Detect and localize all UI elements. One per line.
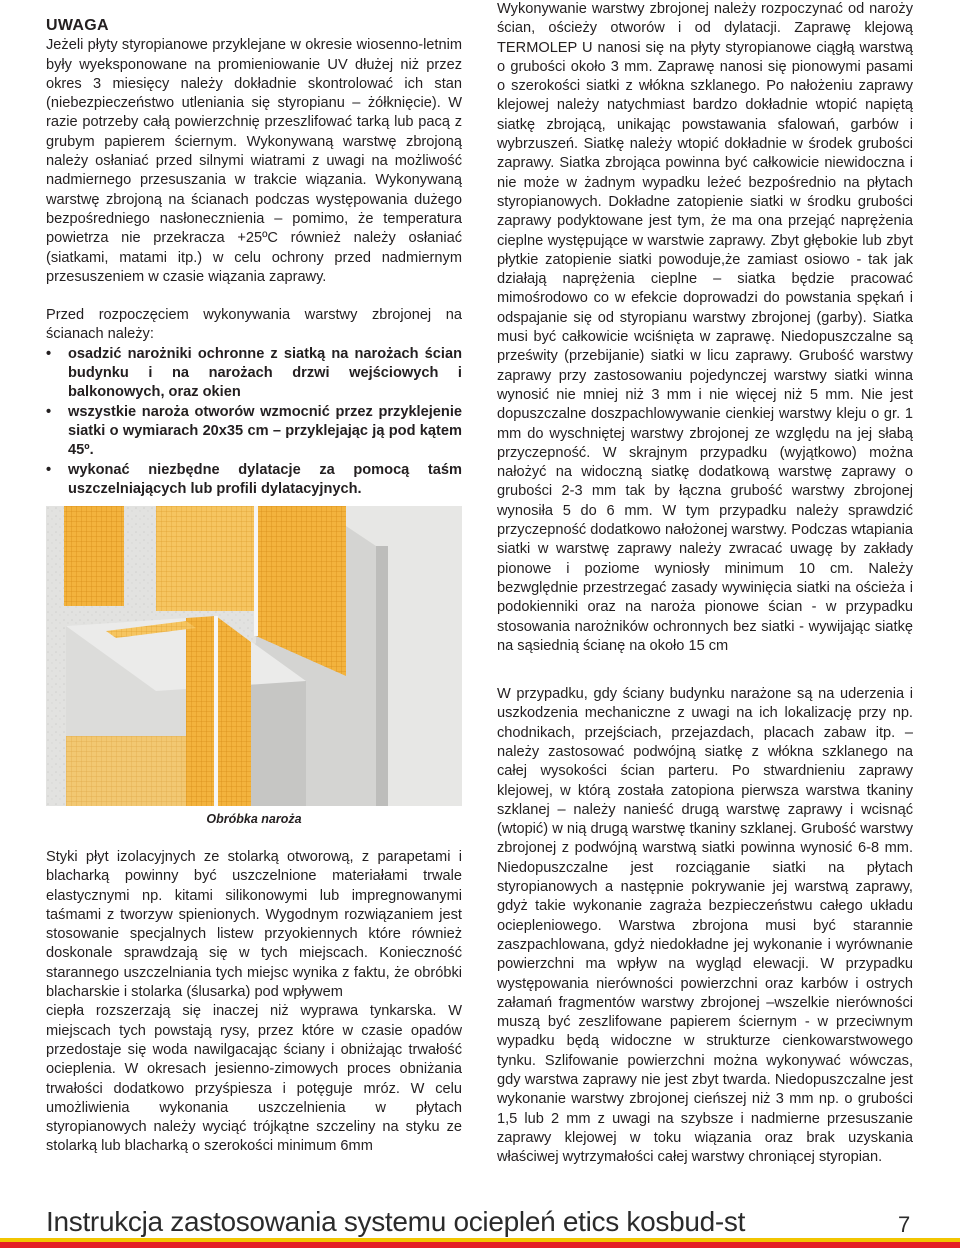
list-item: • wykonać niezbędne dylatacje za pomocą taśm uszczelniających lub profili dylatacyjnych. bbox=[46, 461, 462, 500]
preparation-intro: Przed rozpoczęciem wykonywania warstwy zbrojonej na ścianach należy: bbox=[46, 307, 462, 343]
sealing-paragraph-continued: ciepła rozszerzają się inaczej niż wyprawa tynkarska. W miejscach tych powstają rysy, przez które w czasie opadów przedostaje się woda nawilgacając ściany i obniżając trwałość ocieplenia. W okresach jesienno-zimowych proces obniżania trwałości dodatkowo przyśpiesza i potęguje mróz. W celu umożliwienia wykonania uszczelnienia w płytach styropianowych należy wyciąć trójkątne szczeliny na styku ze stolarką lub blacharką o szerokości minimum 6mm bbox=[46, 1003, 462, 1155]
warning-paragraph: Jeżeli płyty styropianowe przyklejane w okresie wiosenno-letnim były wyeksponowane na promieniowanie UV dłużej niż przez okres 3 miesięcy należy dokładnie skontrolować ich stan (niebezpieczeństwo utleniania się styropianu – żółknięcie). W razie potrzeby całą powierzchnię przeszlifować tarką lub pacą z grubym papierem ściernym. Wykonywaną warstwę zbrojoną należy osłaniać przed silnymi wiatrami z uwagi na możliwość nadmiernego przesuszania w trakcie wiązania. Wykonywaną warstwę zbrojoną na ścianach podczas występowania dużego bezpośredniego nasłonecznienia – pomimo, że temperatura powietrza nie przekracza +25ºC również należy osłaniać (siatkami, matami itp.) w celu ochrony przed nadmiernym przesuszeniem w czasie wiązania zaprawy. bbox=[46, 37, 462, 285]
list-item: • wszystkie naroża otworów wzmocnić przez przyklejenie siatki o wymiarach 20x35 cm – przyklejając ją pod kątem 45º. bbox=[46, 403, 462, 461]
preparation-list bbox=[46, 345, 462, 499]
warning-heading: UWAGA bbox=[46, 17, 109, 34]
right-column bbox=[497, 0, 913, 1168]
footer-stripe-red bbox=[0, 1242, 960, 1248]
corner-illustration bbox=[46, 506, 462, 806]
figure-caption: Obróbka naroża bbox=[206, 812, 302, 826]
double-mesh-paragraph: W przypadku, gdy ściany budynku narażone są na uderzenia i uszkodzenia mechaniczne z uwagi na ich lokalizację przy np. chodnikach, przejściach, przejazdach, placach zabaw itp. – należy zastosować podwójną siatkę z włókna szklanego na całej wysokości ścian parteru. Po stwardnieniu zaprawy klejowej, w którą została zatopiona pierwsza warstwa tkaniny szklanej – należy nanieść drugą warstwę zaprawy i wcisnąć (wtopić) w nią drugą warstwę tkaniny szklanej. Grubość warstwy zbrojonej z podwójną warstwą siatki powinna wynosić 6-8 mm. Niedopuszczalne jest rozciąganie siatki na płytach styropianowych a następnie pokrywanie jej warstwą zaprawy, gdyż takie wykonanie zagraża bezpieczeństwu całego układu ociepleniowego. Warstwa zbrojona musi być starannie zaszpachlowana, gdyż niedokładne jej wykonanie i wyrównanie powierzchni ma wpływ na wygląd elewacji. W przypadku występowania nierówności powierzchni oraz karbów i ostrych załamań fragmentów warstwy zbrojonej –wszelkie nierówności muszą być zeszlifowane papierem ściernym - w przeciwnym wypadku będą widoczne w strukturze cienkowarstwowego tynku. Szlifowanie powierzchni można wykonywać wówczas, gdy warstwa zaprawy nie jest zbyt twarda. Niedopuszczalne jest wykonanie warstwy zbrojonej cieńszej niż 3 mm np. o grubości 1,5 lub 2 mm z uwagi na szybsze i nadmierne przesuszanie zaprawy klejowej w toku wiązania oraz brak uzyskania właściwej wytrzymałości całej warstwy chroniącej styropian. bbox=[497, 686, 913, 1166]
left-column-lower bbox=[46, 848, 462, 1157]
list-item: • osadzić narożniki ochronne z siatką na narożach ścian budynku i na narożach drzwi wejściowych i balkonowych, oraz okien bbox=[46, 345, 462, 403]
sealing-paragraph: Styki płyt izolacyjnych ze stolarką otworową, z parapetami i blacharką powinny być uszczelnione materiałami trwale elastycznymi np. kitami silikonowymi lub impregnowanymi taśmami z tworzyw spienionych. Wygodnym rozwiązaniem jest stosowanie specjalnych listew przyokiennych które również doskonale sprawdzają się w tych miejscach. Konieczność starannego uszczelniania tych miejsc wynika z faktu, że obróbki blacharskie i stolarka (ślusarka) pod wpływem bbox=[46, 849, 462, 1001]
left-column bbox=[46, 16, 462, 499]
corner-illustration-image bbox=[46, 506, 462, 806]
page-number: 7 bbox=[898, 1212, 911, 1237]
footer-title: Instrukcja zastosowania systemu ociepleń etics kosbud-st bbox=[46, 1206, 746, 1237]
reinforcement-paragraph: Wykonywanie warstwy zbrojonej należy rozpoczynać od naroży ścian, ościeży otworów i od dylatacji. Zaprawę klejową TERMOLEP U nanosi się na płyty styropianowe ciągłą warstwą o grubości około 3 mm. Zaprawę nanosi się pionowymi pasami o szerokości siatki z włókna szklanego. Po nałożeniu zaprawy klejowej należy natychmiast bardzo dokładnie wtopić napiętą siatkę zbrojącą, unikając powstawania sfalowań, garbów i wybrzuszeń. Siatkę należy wtopić dokładnie w środek grubości zaprawy. Siatka zbrojąca powinna być całkowicie niewidoczna i nie może w żadnym wypadku leżeć bezpośrednio na płytach styropianowych. Dokładne zatopienie siatki w środku grubości zaprawy podyktowane jest tym, że ma ona przejąć naprężenia cieplne występujące w warstwie zaprawy. Zbyt głębokie lub zbyt płytkie zatopienie siatki powoduje,że zamiast osiowo - tak jak działają naprężenia cieplne – siatka będzie pracować mimośrodowo co w efekcie doprowadzi do powstania spękań i odspajanie się od styropianu warstwy zbrojonej (garby). Siatka musi być całkowicie wciśnięta w zaprawę. Niedopuszczalne są prześwity (przebijanie) siatki w licu zaprawy. Grubość warstwy zaprawy przy zastosowaniu pojedynczej warstwy siatki winna wynosić nie mniej niż 3 mm i nie więcej niż 5 mm. Nie jest dopuszczalne doszpachlowywanie cienkiej warstwy kleju o gr. 1 mm do wyschniętej warstwy zbrojonej ze względu na jej słabą przyczepność. W skrajnym przypadku (wyjątkowo) można nałożyć na widoczną siatkę dodatkową warstwę zaprawy o grubości 2-3 mm tak by łączna grubość warstwy zbrojonej wynosiła 5 do 6 mm. W tym przypadku należy sprawdzić przyczepność dodatkowo nałożonej warstwy. Podczas wtapiania siatki w warstwę zaprawy należy zwracać uwagę by zakłady pionowe i poziome wyniosły minimum 10 cm. Należy bezwględnie przestrzegać zasady wywinięcia siatki na ościeża i podokienniki oraz na naroża pionowe ścian - w przypadku stosowania narożników ochronnych bez siatki - wywijając siatkę na sąsiednią ścianę na około 15 cm bbox=[497, 1, 913, 654]
